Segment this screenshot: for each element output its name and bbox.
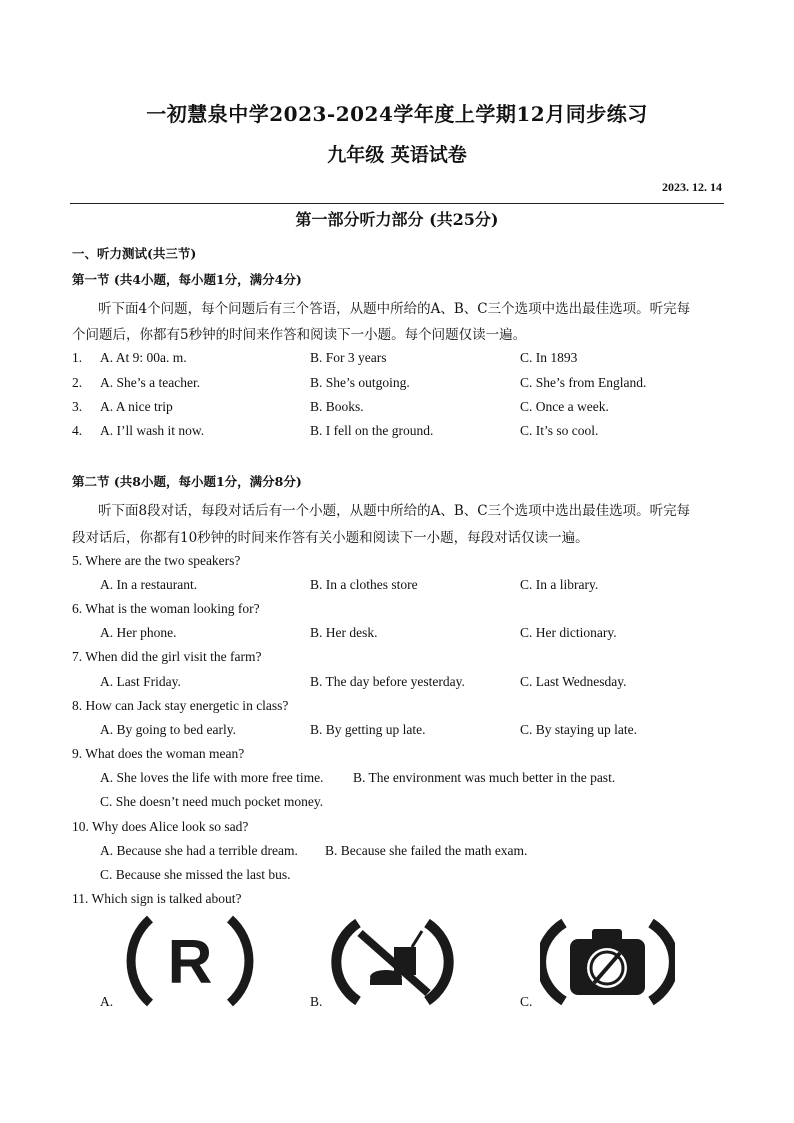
question-number: 3. [72, 399, 83, 414]
option-a: A. I’ll wash it now. [100, 423, 205, 438]
option-b: B. Her desk. [310, 625, 378, 640]
no-parking-icon [120, 915, 260, 1007]
option-b: B. She’s outgoing. [310, 375, 410, 390]
header-divider [70, 203, 724, 204]
part1-title: 第一部分听力部分 (共25分) [295, 210, 499, 229]
section2-instruction-2: 段对话后，你都有10秒钟的时间来作答有关小题和阅读下一小题，每段对话仅读一遍。 [72, 530, 589, 546]
sign-label-a: A. [100, 994, 114, 1009]
exam-title: 一初慧泉中学2023-2024学年度上学期12月同步练习 [146, 102, 648, 126]
option-c: C. By staying up late. [520, 722, 637, 737]
option-b: B. By getting up late. [310, 722, 426, 737]
option-a: A. Last Friday. [100, 674, 181, 689]
option-a: A. A nice trip [100, 399, 173, 414]
option-c: C. Because she missed the last bus. [100, 867, 291, 882]
option-c: C. In a library. [520, 577, 599, 592]
option-a: A. She loves the life with more free time. [100, 770, 324, 785]
option-a: A. She’s a teacher. [100, 375, 201, 390]
option-a: A. Her phone. [100, 625, 177, 640]
option-a: A. In a restaurant. [100, 577, 198, 592]
option-c: C. In 1893 [520, 350, 578, 365]
option-b: B. The day before yesterday. [310, 674, 465, 689]
question-text: 6. What is the woman looking for? [72, 601, 260, 616]
question-number: 1. [72, 350, 83, 365]
option-c: C. Once a week. [520, 399, 609, 414]
option-b: B. For 3 years [310, 350, 387, 365]
sign-label-b: B. [310, 994, 323, 1009]
section2-instruction-1: 听下面8段对话，每段对话后有一个小题，从题中所给的A、B、C三个选项中选出最佳选项。听完每 [98, 503, 691, 519]
section1-instruction-2: 个问题后，你都有5秒钟的时间来作答和阅读下一小题。每个问题仅读一遍。 [72, 327, 527, 343]
exam-date: 2023. 12. 14 [662, 180, 722, 194]
option-a: A. By going to bed early. [100, 722, 236, 737]
question-text: 11. Which sign is talked about? [72, 891, 242, 906]
section1-heading: 第一节 (共4小题，每小题1分，满分4分) [72, 272, 302, 287]
option-a: A. Because she had a terrible dream. [100, 843, 298, 858]
option-b: B. The environment was much better in the past. [353, 770, 616, 785]
section-heading: 一、听力测试(共三节) [72, 246, 197, 261]
option-c: C. She doesn’t need much pocket money. [100, 794, 324, 809]
option-c: C. Last Wednesday. [520, 674, 627, 689]
option-b: B. In a clothes store [310, 577, 418, 592]
exam-subtitle: 九年级 英语试卷 [327, 144, 467, 166]
sign-label-c: C. [520, 994, 533, 1009]
option-c: C. It’s so cool. [520, 423, 599, 438]
question-number: 2. [72, 375, 83, 390]
question-text: 10. Why does Alice look so sad? [72, 819, 249, 834]
question-text: 8. How can Jack stay energetic in class? [72, 698, 289, 713]
option-b: B. Books. [310, 399, 364, 414]
no-food-drink-icon [330, 917, 455, 1007]
option-a: A. At 9: 00a. m. [100, 350, 187, 365]
question-text: 7. When did the girl visit the farm? [72, 649, 262, 664]
question-number: 4. [72, 423, 83, 438]
no-camera-icon [540, 917, 675, 1007]
option-c: C. Her dictionary. [520, 625, 617, 640]
option-b: B. I fell on the ground. [310, 423, 434, 438]
option-b: B. Because she failed the math exam. [325, 843, 528, 858]
section2-heading: 第二节 (共8小题，每小题1分，满分8分) [72, 474, 302, 489]
question-text: 5. Where are the two speakers? [72, 553, 241, 568]
section1-instruction-1: 听下面4个问题，每个问题后有三个答语，从题中所给的A、B、C三个选项中选出最佳选项。听完每 [98, 301, 691, 317]
svg-text:R: R [167, 928, 213, 997]
option-c: C. She’s from England. [520, 375, 647, 390]
question-text: 9. What does the woman mean? [72, 746, 245, 761]
